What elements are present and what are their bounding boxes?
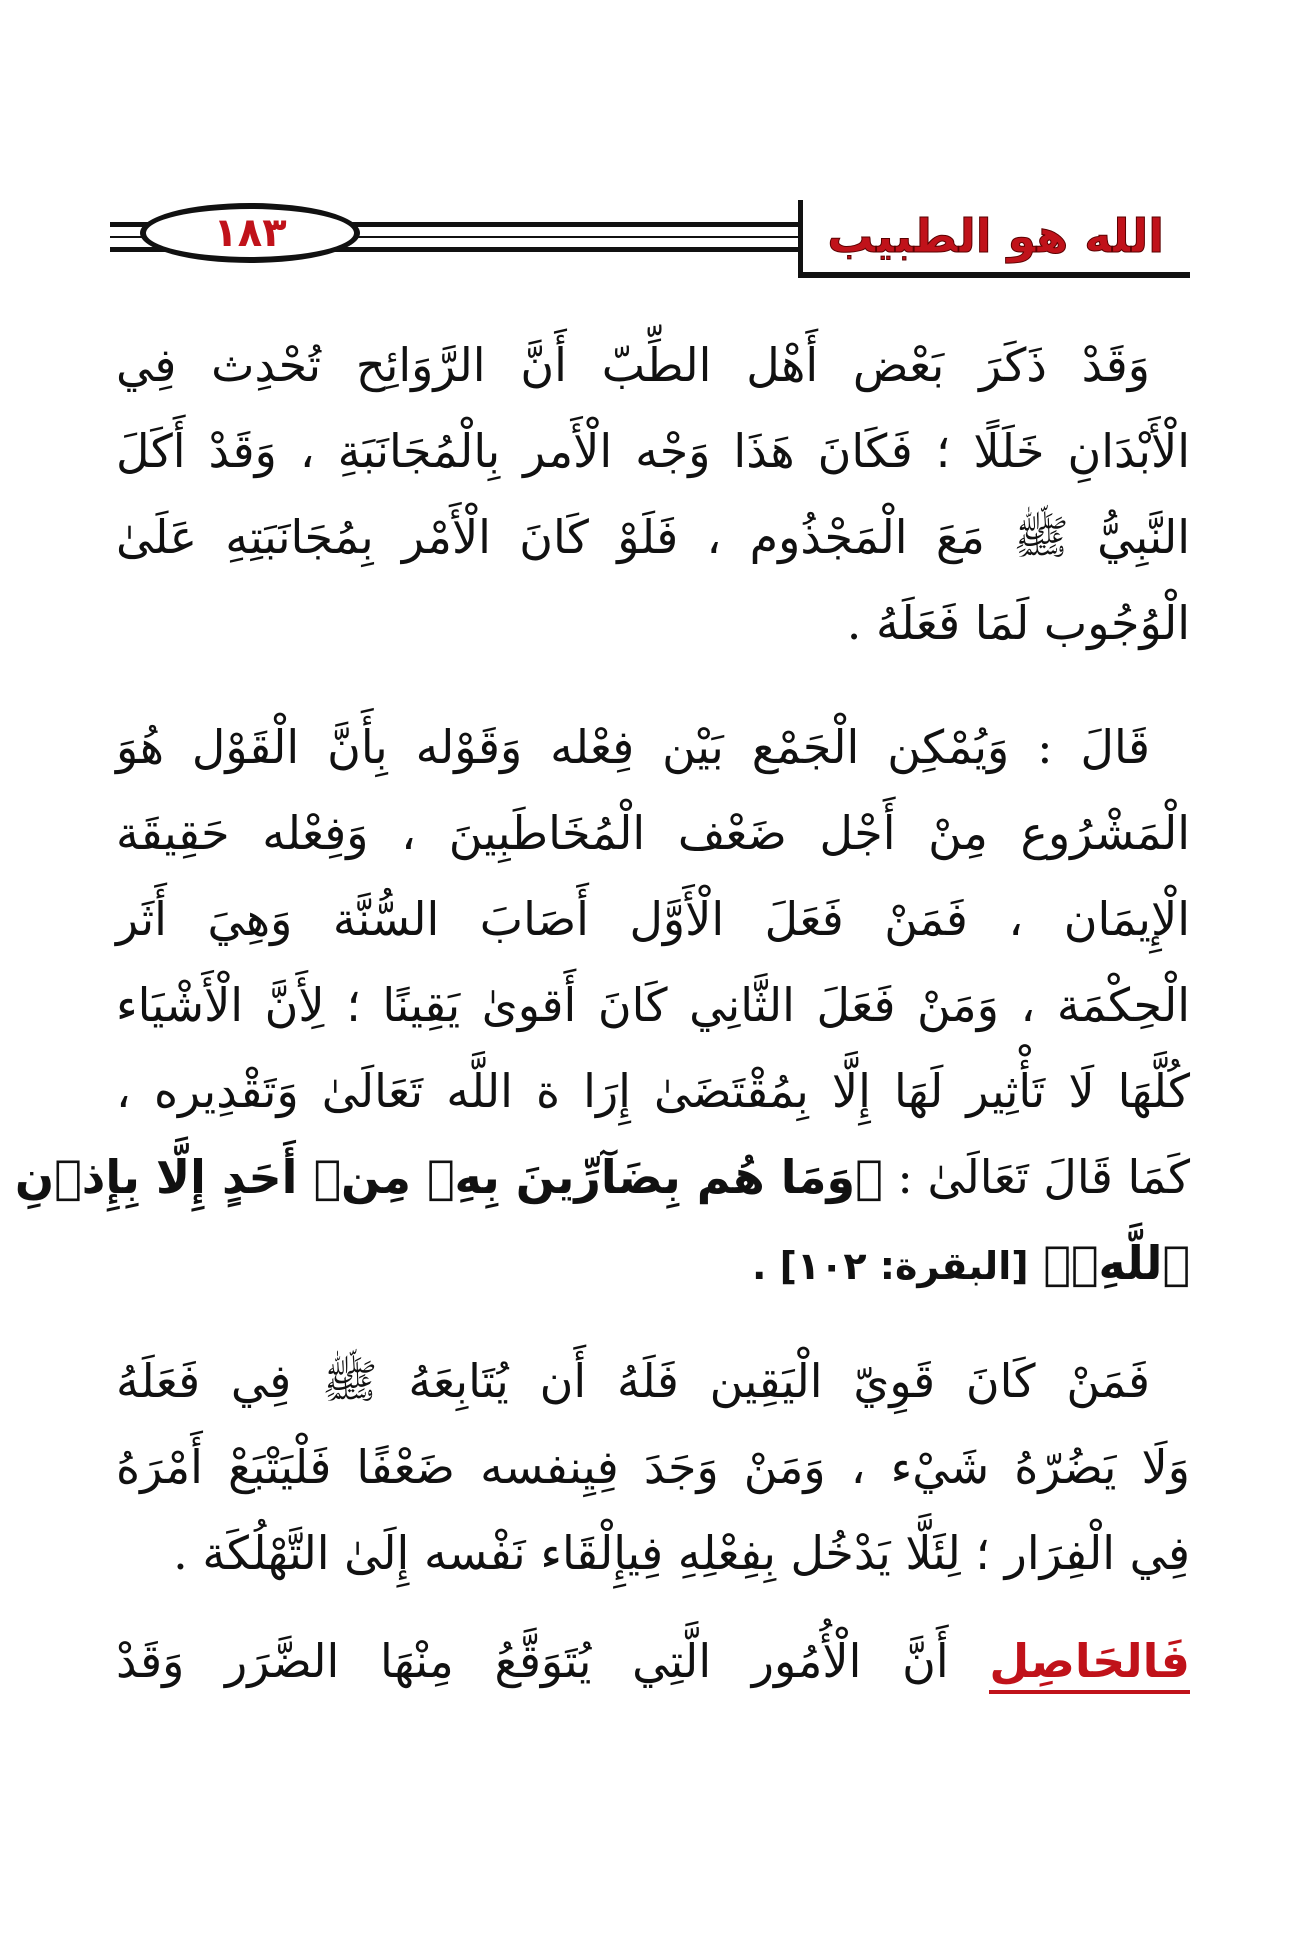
text-line: الْوُجُوب لَمَا فَعَلَهُ . — [846, 596, 1190, 650]
conclusion-lead: فَالحَاصِل — [989, 1634, 1190, 1694]
text-line: الْإِيمَان ، فَمَنْ فَعَلَ الْأَوَّل أَصَابَ السُّنَّة وَهِيَ أَثَر — [116, 892, 1190, 946]
text-line: كُلَّهَا لَا تَأْثِير لَهَا إِلَّا بِمُقْتَضَىٰ إِرَا ة اللَّه تَعَالَىٰ وَتَقْدِيره ، — [116, 1064, 1190, 1118]
text-line-with-verse — [14, 1134, 1190, 1220]
chapter-title-box — [798, 200, 1190, 278]
quran-verse: ﴿وَمَا هُم بِضَآرِّينَ بِهِۦ مِنۡ أَحَدٍ إِلَّا بِإِذۡنِ — [14, 1150, 883, 1204]
paragraph — [116, 1338, 1190, 1596]
quran-verse-end: ٱللَّهِۚ﴾ — [1043, 1236, 1190, 1290]
page-number: ١٨٣ — [213, 210, 287, 256]
verse-reference: [البقرة: ١٠٢] . — [751, 1244, 1029, 1288]
text-segment: أَنَّ الْأُمُور الَّتِي يُتَوَقَّعُ مِنْهَا الضَّرَر وَقَدْ — [116, 1634, 949, 1688]
text-line: وَلَا يَضُرّهُ شَيْء ، وَمَنْ وَجَدَ فِيِنفسه ضَعْفًا فَلْيَتْبَعْ أَمْرَهُ — [116, 1440, 1190, 1494]
text-line: قَالَ : وَيُمْكِن الْجَمْع بَيْن فِعْله وَقَوْله بِأَنَّ الْقَوْل هُوَ — [116, 720, 1150, 774]
paragraph — [116, 322, 1190, 666]
page-header — [110, 200, 1190, 280]
page-body — [14, 322, 1190, 1704]
page-number-badge — [140, 203, 360, 263]
text-line: الْمَشْرُوع مِنْ أَجْل ضَعْف الْمُخَاطَبِينَ ، وَفِعْله حَقِيقَة — [116, 806, 1190, 860]
text-line: فِي الْفِرَار ؛ لِئَلَّا يَدْخُل بِفِعْلِهِ فِيإِلْقَاء نَفْسه إِلَىٰ التَّهْلُكَة . — [173, 1526, 1190, 1580]
text-line-with-lead — [116, 1618, 1190, 1704]
text-line: الْأَبْدَانِ خَلَلًا ؛ فَكَانَ هَذَا وَجْه الْأَمر بِالْمُجَانَبَةِ ، وَقَدْ أَكَلَ — [116, 424, 1190, 478]
text-line: الْحِكْمَة ، وَمَنْ فَعَلَ الثَّانِي كَانَ أَقوىٰ يَقِينًا ؛ لِأَنَّ الْأَشْيَاء — [116, 978, 1190, 1032]
text-line-with-verse — [116, 1220, 1190, 1306]
paragraph — [116, 1618, 1190, 1704]
chapter-title: الله هو الطبيب — [827, 209, 1164, 263]
text-segment: كَمَا قَالَ تَعَالَىٰ : — [897, 1150, 1190, 1204]
paragraph — [14, 704, 1190, 1306]
text-line: فَمَنْ كَانَ قَوِيّ الْيَقِين فَلَهُ أَن يُتَابِعَهُ ﷺ فِي فَعَلَهُ — [116, 1354, 1150, 1408]
text-line: وَقَدْ ذَكَرَ بَعْض أَهْل الطِّبّ أَنَّ الرَّوَائِح تُحْدِث فِي — [116, 338, 1150, 392]
text-line: النَّبِيُّ ﷺ مَعَ الْمَجْذُوم ، فَلَوْ كَانَ الْأَمْر بِمُجَانَبَتِهِ عَلَىٰ — [116, 510, 1190, 564]
